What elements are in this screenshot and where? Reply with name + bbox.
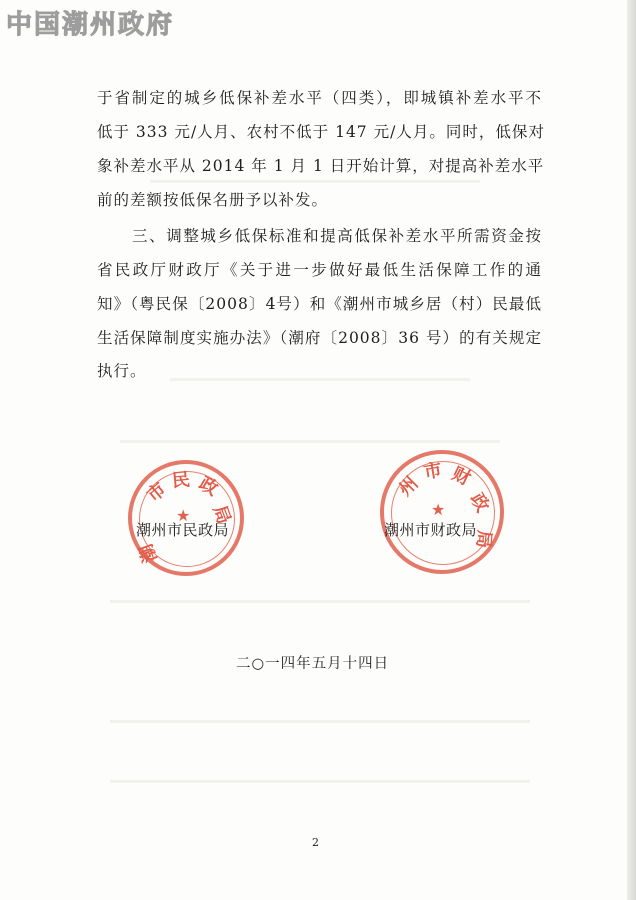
body-text-line: 知》（粤民保〔2008〕4号）和《潮州市城乡居（村）民最低 [97,295,542,313]
seal-char: 局 [208,502,235,527]
seal-char: 潮 [135,541,162,566]
seal-char: 民 [171,469,191,492]
seal-char: 政 [465,489,494,516]
body-text-line: 生活保障制度实施办法》（潮府〔2008〕36 号）的有关规定 [97,329,542,347]
site-watermark: 中国潮州政府 [6,10,175,40]
seal-char: 政 [195,472,222,501]
show-through-mark [110,600,530,603]
seal-char: 市 [143,478,171,507]
body-text-line: 于省制定的城乡低保补差水平（四类），即城镇补差水平不 [97,89,542,107]
show-through-mark [110,720,530,723]
show-through-mark [150,180,480,183]
civil-affairs-signature: 潮州市民政局 [136,521,230,539]
seal-star-icon: ★ [176,506,191,525]
seal-char: 州 [394,472,423,501]
page-number: 2 [312,836,319,849]
seal-char: 市 [422,459,444,484]
seal-star-icon: ★ [431,500,446,519]
body-text-line: 执行。 [97,362,147,380]
body-text-line: 象补差水平从 2014 年 1 月 1 日开始计算，对提高补差水平 [97,157,545,175]
body-text-line: 低于 333 元/人月、农村不低于 147 元/人月。同时，低保对 [97,123,545,141]
body-text-line: 三、调整城乡低保标准和提高低保补差水平所需资金按 [132,227,542,245]
finance-bureau-signature: 潮州市财政局 [384,521,478,539]
document-date: 二○一四年五月十四日 [236,656,390,672]
seal-char: 局 [472,529,495,549]
scan-edge [627,0,636,900]
seal-char: 财 [448,463,474,490]
body-text-line: 前的差额按低保名册予以补发。 [97,191,329,209]
show-through-mark [110,780,530,783]
show-through-mark [120,440,500,443]
body-text-line: 省民政厅财政厅《关于进一步做好最低生活保障工作的通 [97,261,542,279]
